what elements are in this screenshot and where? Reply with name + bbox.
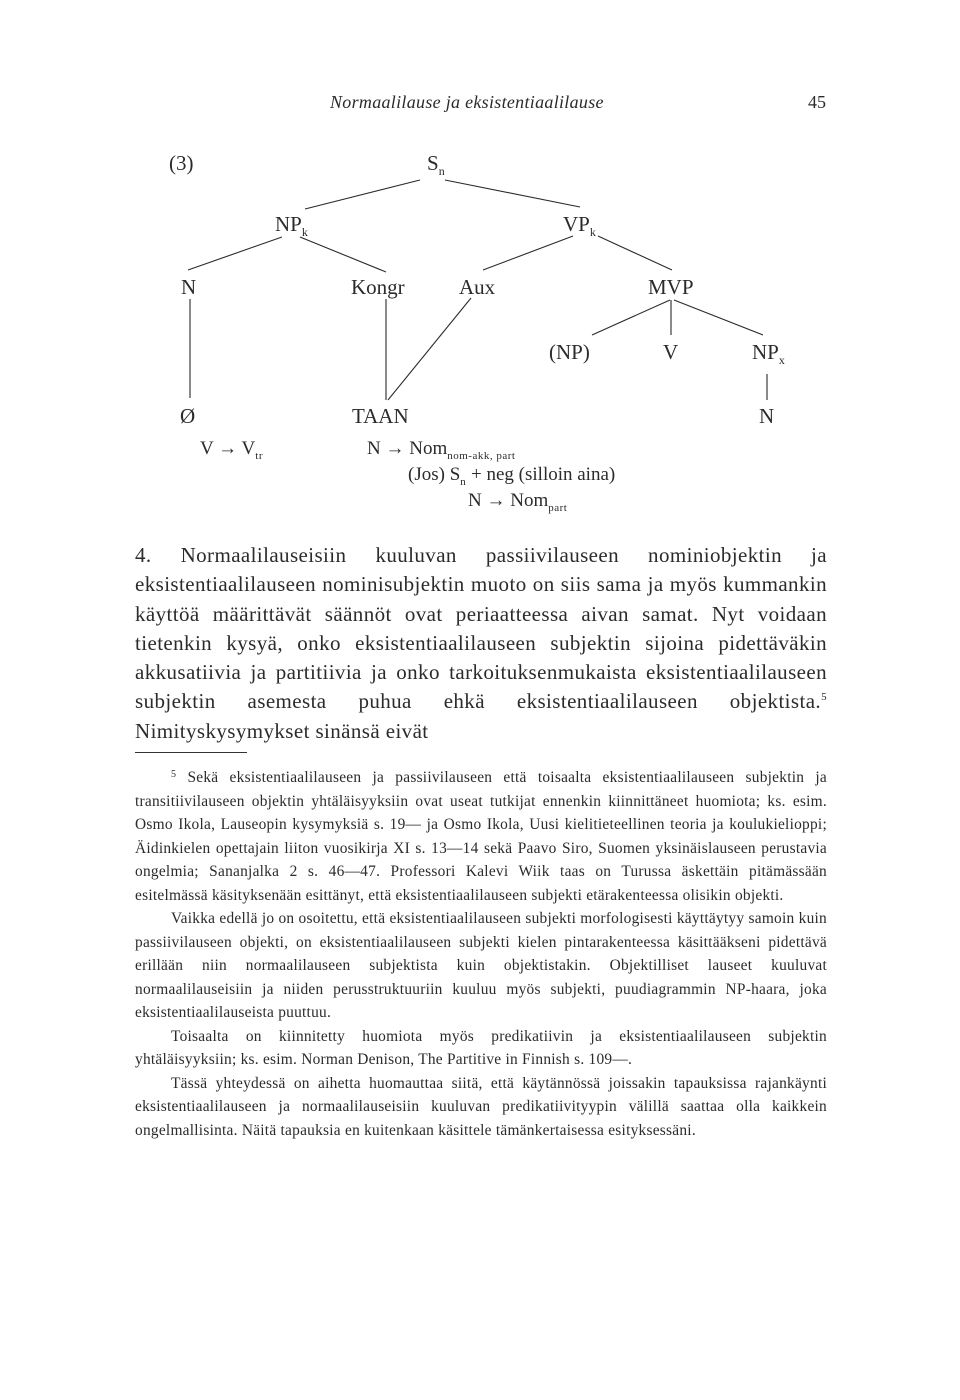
node-v: V — [663, 340, 679, 364]
syntax-tree-diagram — [0, 0, 960, 440]
footnotes — [135, 766, 827, 1142]
node-npx: $NP_x$ — [752, 340, 785, 367]
edge-np-n — [188, 237, 282, 270]
footnote-5: $^5$ Sekä eksistentiaalilauseen ja passiivilauseen että toisaalta eksistentiaalilauseen subjektin ja transitiivilauseen objektin yhtäläisyyksiin ovat useat tutkijat ennenkin kiinnittäneet huomiota; ks. esim. Osmo Ikola, Lauseopin kysymyksiä s. 19— ja Osmo Ikola, Uusi kielitieteellinen teoria ja koulukielioppi; Äidinkielen opettajain liiton vuosikirja XI s. 13—14 sekä Paavo Siro, Suomen yksinäislauseen perustavia ongelmia; Sananjalka 2 s. 46—47. Professori Kalevi Wiik taas on Turussa äskettäin pitämässään esitelmässä käsityksenään esittänyt, että eksistentiaalilauseen subjekti etärakenteessa olisikin objekti. — [135, 769, 827, 904]
edge-vp-aux — [483, 236, 573, 270]
rule-n-nompart: N → Nom$_{part}$ — [468, 490, 568, 514]
node-taan: TAAN — [352, 404, 409, 428]
running-title: Normaalilause ja eksistentiaalilause — [330, 92, 604, 112]
node-empty: Ø — [180, 404, 196, 428]
main-paragraph: 4. Normaalilauseisiin kuuluvan passiivilauseen nominiobjektin ja eksistentiaalilauseen nominisubjektin muoto on siis sama ja myös kummankin käyttöä määrittävät säännöt ovat periaatteessa aivan samat. Nyt voidaan tietenkin kysyä, onko eksistentiaalilauseen subjektin sijoina pidettäväkin akkusatiivia ja partitiivia ja onko tarkoituksenmukaista eksistentiaalilauseen subjektin asemesta puhua ehkä eksistentiaalilauseen objektista.$^5$ Nimityskysymykset sinänsä eivät — [135, 543, 827, 743]
node-aux: Aux — [459, 275, 496, 299]
edge-aux-taan — [388, 298, 471, 400]
main-paragraph-block — [135, 541, 827, 746]
node-np-optional: (NP) — [549, 340, 590, 364]
node-kongr: Kongr — [351, 275, 405, 299]
node-s: $S_n$ — [427, 151, 445, 178]
edge-np-kongr — [300, 237, 386, 272]
example-number: (3) — [169, 151, 194, 175]
rule-n-nom: N → Nom$_{nom-akk, part}$ — [367, 438, 516, 462]
footnote-paragraph-4: Tässä yhteydessä on aihetta huomauttaa siitä, että käytännössä joissakin tapauksissa rajankäynti eksistentiaalilauseen ja normaalilauseisiin kuuluvan predikatiivityypin välillä saattaa olla kaikkein ongelmallisinta. Näitä tapauksia en kuitenkaan käsittele tämänkertaisessa esityksessäni. — [135, 1074, 827, 1139]
rule-v-vtr: $V \to V_{tr}$ — [200, 438, 263, 462]
edge-mvp-npx — [674, 300, 763, 335]
edge-vp-mvp — [598, 236, 672, 270]
footnote-marker: 5 — [171, 769, 177, 780]
rule-condition: (Jos) $S_n$ + neg (silloin aina) — [408, 464, 616, 488]
footnote-ref: 5 — [821, 691, 827, 704]
node-vp: $VP_k$ — [563, 212, 596, 239]
edge-s-np — [305, 180, 420, 209]
edge-s-vp — [445, 180, 580, 207]
footnote-paragraph-3: Toisaalta on kiinnitetty huomiota myös predikatiivin ja eksistentiaalilauseen subjektin yhtäläisyyksiin; ks. esim. Norman Denison, The Partitive in Finnish s. 109—. — [135, 1027, 827, 1068]
node-np: $NP_k$ — [275, 212, 308, 239]
edge-mvp-np — [592, 300, 670, 335]
node-n-leaf: N — [759, 404, 775, 428]
footnote-divider — [135, 752, 247, 753]
node-mvp: MVP — [648, 275, 694, 299]
footnote-paragraph-2: Vaikka edellä jo on osoitettu, että eksistentiaalilauseen subjekti morfologisesti käyttäytyy samoin kuin passiivilauseen objekti, on eksistentiaalilauseen subjekti kielen pintarakenteessa käsittääkseni pidettävä erillään niin normaalilauseen subjektista kuin objektistakin. Objektilliset lauseet kuuluvat normaalilauseisiin ja niiden perusstruktuuriin kuuluu myös subjekti, puudiagrammin NP-haara, joka eksistentiaalilauseista puuttuu. — [135, 910, 827, 1021]
page-number: 45 — [808, 92, 826, 112]
node-n: N — [181, 275, 197, 299]
